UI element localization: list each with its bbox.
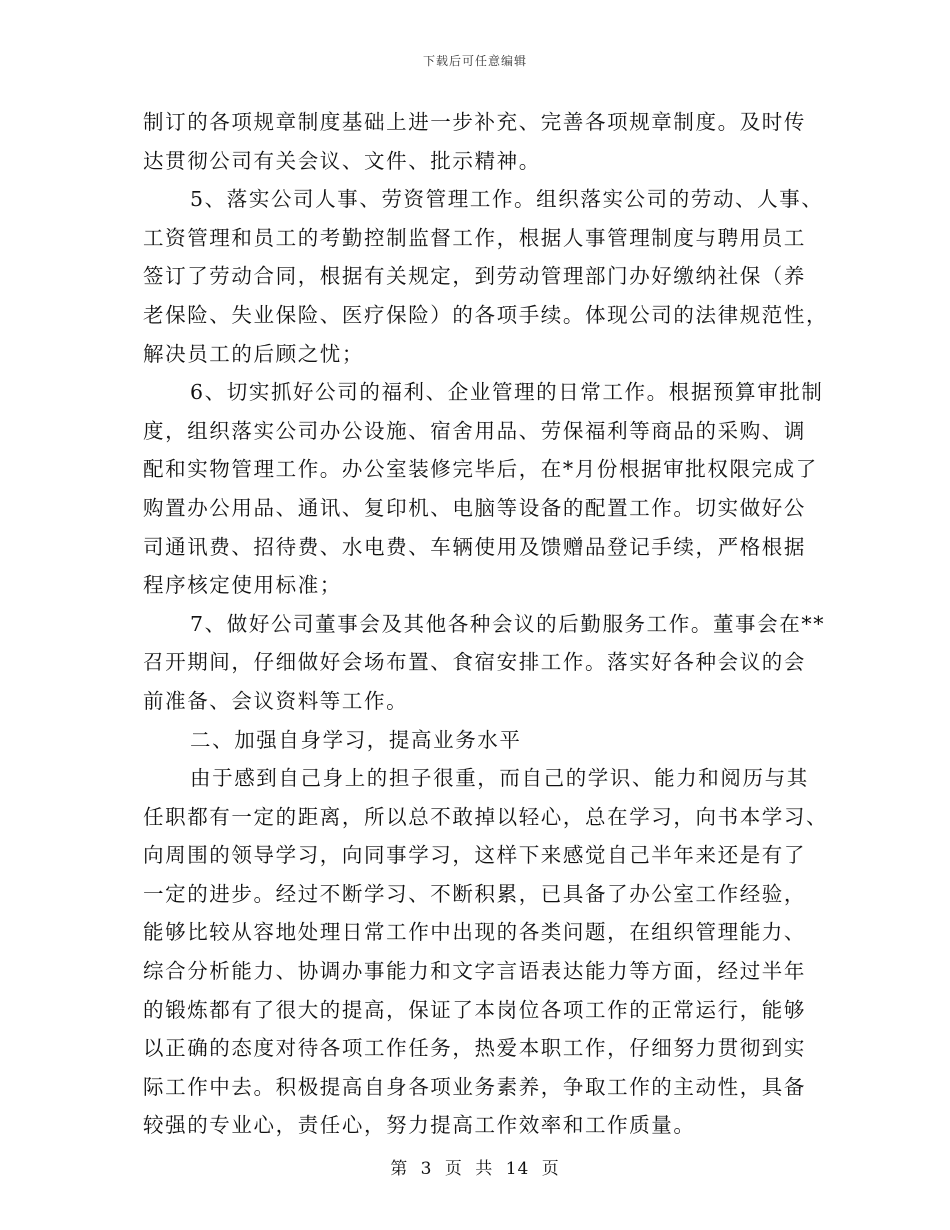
text-line: 向周围的领导学习，向同事学习，这样下来感觉自己半年来还是有了 [143,843,806,868]
text-line: 能够比较从容地处理日常工作中出现的各类问题，在组织管理能力、 [143,920,806,945]
text-line: 老保险、失业保险、医疗保险）的各项手续。体现公司的法律规范性， [143,302,829,327]
text-line: 程序核定使用标准； [143,573,342,598]
page-number-footer: 第 3 页 共 14 页 [390,1159,560,1179]
text-line: 召开期间，仔细做好会场布置、食宿安排工作。落实好各种会议的会 [143,650,806,675]
paragraph-start-line: 5、落实公司人事、劳资管理工作。组织落实公司的劳动、人事、 [190,187,824,212]
text-line: 达贯彻公司有关会议、文件、批示精神。 [143,148,541,173]
document-body [143,103,829,1145]
text-line: 购置办公用品、通讯、复印机、电脑等设备的配置工作。切实做好公 [143,495,806,520]
text-line: 配和实物管理工作。办公室装修完毕后，在*月份根据审批权限完成了 [143,457,818,482]
text-line: 度，组织落实公司办公设施、宿舍用品、劳保福利等商品的采购、调 [143,418,806,443]
text-line: 的锻炼都有了很大的提高，保证了本岗位各项工作的正常运行，能够 [143,997,806,1022]
page-header-note: 下载后可任意编辑 [422,54,527,68]
text-line: 签订了劳动合同，根据有关规定，到劳动管理部门办好缴纳社保（养 [143,264,806,289]
text-line: 司通讯费、招待费、水电费、车辆使用及馈赠品登记手续，严格根据 [143,534,806,559]
text-line: 综合分析能力、协调办事能力和文字言语表达能力等方面，经过半年 [143,959,806,984]
text-line: 以正确的态度对待各项工作任务，热爱本职工作，仔细努力贯彻到实 [143,1036,806,1061]
paragraph-start-line: 7、做好公司董事会及其他各种会议的后勤服务工作。董事会在** [190,611,826,636]
section-heading: 二、加强自身学习，提高业务水平 [190,727,522,752]
text-line: 制订的各项规章制度基础上进一步补充、完善各项规章制度。及时传 [143,110,806,134]
paragraph-start-line: 由于感到自己身上的担子很重，而自己的学识、能力和阅历与其 [190,766,809,791]
paragraph-start-line: 6、切实抓好公司的福利、企业管理的日常工作。根据预算审批制 [190,380,824,405]
text-line: 一定的进步。经过不断学习、不断积累，已具备了办公室工作经验， [143,881,806,906]
text-line: 前准备、会议资料等工作。 [143,688,409,713]
text-line: 较强的专业心，责任心，努力提高工作效率和工作质量。 [143,1113,696,1138]
text-line: 际工作中去。积极提高自身各项业务素养，争取工作的主动性，具备 [143,1074,806,1099]
text-line: 解决员工的后顾之忧； [143,341,364,366]
text-line: 任职都有一定的距离，所以总不敢掉以轻心，总在学习，向书本学习、 [143,804,829,829]
text-line: 工资管理和员工的考勤控制监督工作，根据人事管理制度与聘用员工 [143,225,806,250]
